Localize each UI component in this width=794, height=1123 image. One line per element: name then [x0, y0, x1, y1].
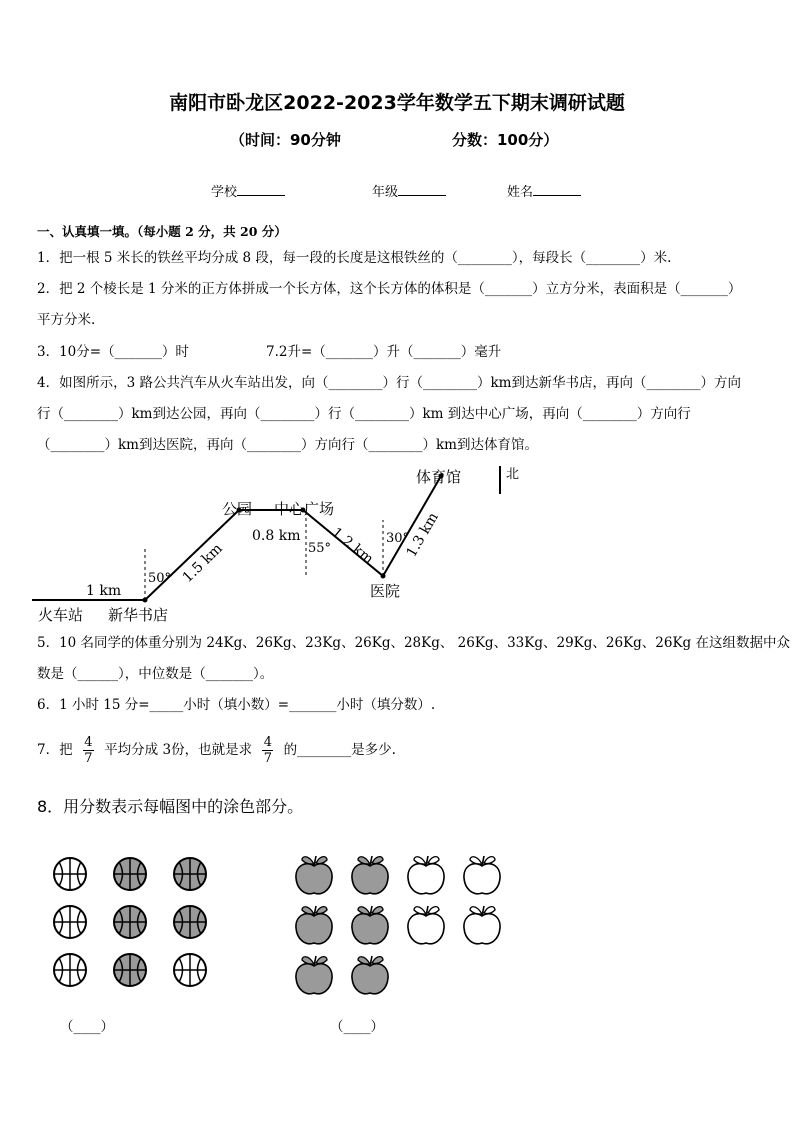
question-1: 1．把一根 5 米长的铁丝平均分成 8 段，每一段的长度是这根铁丝的（________），每段长（________）米.	[37, 250, 672, 266]
fraction-denominator: 7	[84, 751, 93, 766]
fraction-4-7-second	[262, 735, 273, 766]
question-3-part-b: 7.2升=（_______）升（_______）毫升	[266, 344, 502, 360]
label-bookstore: 新华书店	[108, 606, 169, 624]
question-8: 8．用分数表示每幅图中的涂色部分。	[37, 797, 304, 816]
section-heading: 一、认真填一填。（每小题 2 分，共 20 分）	[37, 224, 287, 239]
page-title: 南阳市卧龙区2022-2023学年数学五下期末调研试题	[169, 92, 625, 114]
label-center-square: 中心广场	[274, 500, 335, 518]
label-train-station: 火车站	[38, 606, 84, 624]
distance-station-bookstore: 1 km	[86, 583, 122, 599]
apple-icon	[464, 906, 500, 944]
apple-figure	[286, 846, 516, 996]
apple-shaded-icon	[296, 906, 332, 944]
school-label: 学校	[211, 185, 238, 200]
exam-score: 分数：100分）	[452, 131, 559, 149]
basketball-shaded-icon	[114, 858, 146, 890]
apple-icon	[408, 856, 444, 894]
basketball-icon	[54, 954, 86, 986]
question-2-line-2: 平方分米.	[37, 312, 96, 328]
distance-park-square: 0.8 km	[252, 528, 301, 544]
grade-label: 年级	[372, 185, 399, 200]
question-7-post: 的________是多少.	[283, 742, 396, 758]
question-8-answer-1[interactable]: （____）	[60, 1019, 114, 1035]
question-5-line-2: 数是（______），中位数是（_______）。	[37, 666, 274, 682]
apple-shaded-icon	[296, 856, 332, 894]
apple-shaded-icon	[296, 956, 332, 994]
name-input-line[interactable]	[533, 182, 581, 196]
question-7-mid: 平均分成 3份，也就是求	[104, 742, 253, 758]
apple-shaded-icon	[352, 906, 388, 944]
distance-square-hospital: 1.2 km	[328, 524, 377, 568]
label-park: 公园	[222, 500, 253, 518]
question-5-line-1: 5．10 名同学的体重分别为 24Kg、26Kg、23Kg、26Kg、28Kg、 26Kg、33Kg、29Kg、26Kg、26Kg 在这组数据中众	[37, 635, 790, 651]
basketball-icon	[174, 954, 206, 986]
basketball-icon	[54, 906, 86, 938]
question-3-part-a: 3．10分=（_______）时	[37, 344, 189, 360]
angle-hospital: 30°	[386, 531, 410, 546]
apple-shaded-icon	[352, 856, 388, 894]
question-4-line-2: 行（________）km到达公园，再向（________）行（________）km 到达中心广场，再向（________）方向行	[37, 406, 691, 422]
basketball-shaded-icon	[114, 954, 146, 986]
basketball-icon	[54, 858, 86, 890]
question-4-line-3: （________）km到达医院，再向（________）方向行（________）km到达体育馆。	[37, 437, 538, 453]
basketball-shaded-icon	[174, 858, 206, 890]
school-input-line[interactable]	[237, 182, 285, 196]
question-8-answer-2[interactable]: （____）	[330, 1019, 384, 1035]
grade-field	[372, 181, 446, 200]
name-field	[507, 181, 581, 200]
question-4-line-1: 4．如图所示，3 路公共汽车从火车站出发，向（________）行（________）km到达新华书店，再向（________）方向	[37, 375, 741, 391]
label-hospital: 医院	[370, 582, 401, 600]
basketball-shaded-icon	[174, 906, 206, 938]
distance-bookstore-park: 1.5 km	[179, 540, 226, 586]
fraction-4-7	[83, 735, 94, 766]
apple-icon	[408, 906, 444, 944]
question-7	[37, 730, 396, 770]
basketball-figure	[44, 848, 224, 998]
fraction-numerator: 4	[84, 735, 93, 750]
distance-hospital-stadium: 1.3 km	[403, 510, 442, 560]
apple-icon	[464, 856, 500, 894]
school-field	[211, 181, 285, 200]
question-7-pre: 7．把	[37, 742, 73, 758]
question-6: 6．1 小时 15 分=_____小时（填小数）=_______小时（填分数）.	[37, 697, 436, 713]
question-2-line-1: 2．把 2 个棱长是 1 分米的正方体拼成一个长方体，这个长方体的体积是（_______）立方分米，表面积是（_______）	[37, 281, 742, 297]
grade-input-line[interactable]	[398, 182, 446, 196]
label-stadium: 体育馆	[416, 468, 462, 486]
route-map-diagram	[30, 458, 570, 628]
north-label: 北	[506, 467, 520, 482]
basketball-shaded-icon	[114, 906, 146, 938]
exam-time: （时间：90分钟	[230, 131, 341, 149]
apple-shaded-icon	[352, 956, 388, 994]
angle-square: 55°	[308, 541, 332, 556]
fraction-denominator: 7	[263, 751, 273, 766]
fraction-numerator: 4	[263, 735, 273, 750]
name-label: 姓名	[507, 185, 534, 200]
angle-bookstore: 50°	[148, 571, 172, 586]
